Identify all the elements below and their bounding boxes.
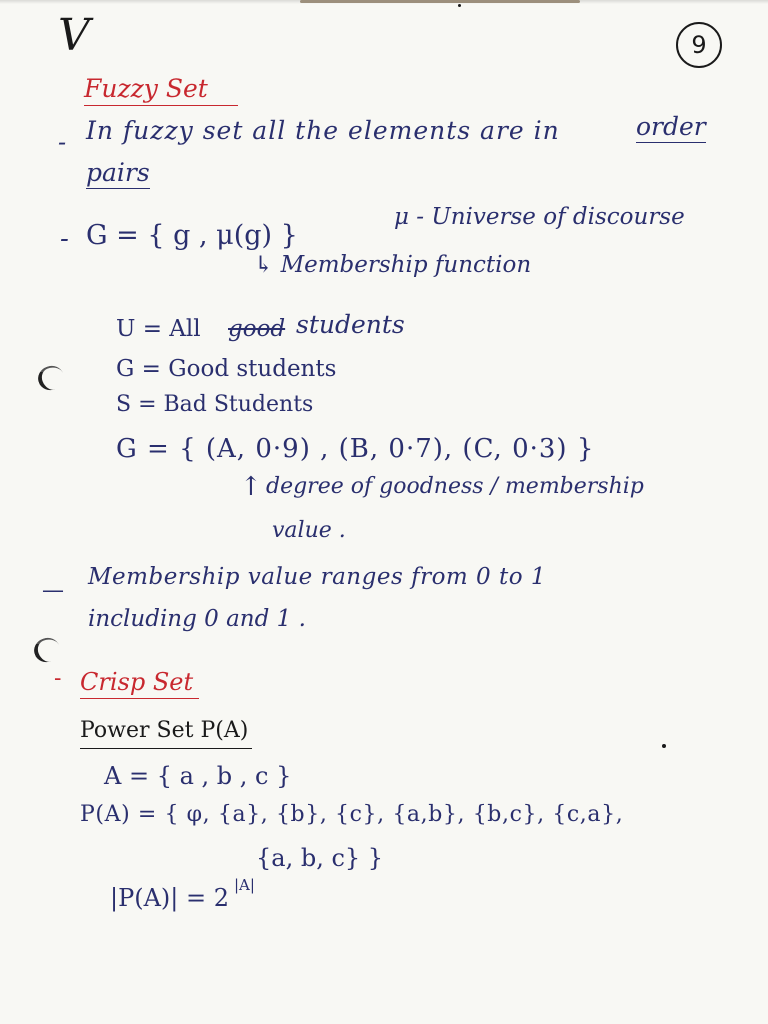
universe-all-prefix: U = All bbox=[116, 316, 201, 342]
bullet-dash: - bbox=[54, 666, 62, 691]
page-edge-mark bbox=[300, 0, 580, 3]
corner-mark: V bbox=[58, 10, 90, 61]
stray-dot bbox=[458, 4, 461, 7]
up-arrow-icon: ↑ bbox=[240, 472, 262, 502]
power-set-line1: P(A) = { φ, {a}, {b}, {c}, {a,b}, {b,c}, {c,a}, bbox=[80, 802, 624, 827]
membership-range-line1: Membership value ranges from 0 to 1 bbox=[88, 564, 547, 590]
bullet-dash: - bbox=[58, 128, 67, 156]
power-set-line2: {a, b, c} } bbox=[256, 844, 384, 872]
universe-students: students bbox=[296, 310, 405, 339]
good-students-set: G = Good students bbox=[116, 356, 337, 382]
binder-hole-icon bbox=[35, 362, 68, 393]
bullet-dash: - bbox=[60, 224, 69, 254]
fuzzy-set-formula: G = { g , μ(g) } bbox=[86, 220, 298, 251]
set-a-definition: A = { a , b , c } bbox=[104, 762, 292, 790]
binder-hole-icon bbox=[31, 634, 64, 665]
underlined-word-order: order bbox=[636, 112, 706, 141]
stray-dot bbox=[662, 744, 666, 748]
membership-function-note: ↳ Membership function bbox=[254, 252, 532, 278]
fuzzy-definition-line2: pairs bbox=[86, 158, 150, 187]
struck-word-good: good bbox=[228, 316, 286, 342]
bad-students-set: S = Bad Students bbox=[116, 392, 314, 417]
power-set-cardinality: |P(A)| = 2 bbox=[110, 884, 230, 912]
crisp-set-heading: Crisp Set bbox=[80, 670, 199, 699]
power-set-heading: Power Set P(A) bbox=[80, 720, 252, 749]
fuzzy-set-example: G = { (A, 0·9) , (B, 0·7), (C, 0·3) } bbox=[116, 434, 595, 464]
fuzzy-definition-line1: In fuzzy set all the elements are in bbox=[86, 116, 560, 145]
bullet-dash: — bbox=[42, 578, 64, 603]
fuzzy-set-heading: Fuzzy Set bbox=[84, 76, 238, 106]
value-note: value . bbox=[272, 518, 346, 543]
page-number: 9 bbox=[676, 22, 722, 68]
membership-range-line2: including 0 and 1 . bbox=[88, 606, 306, 632]
degree-of-goodness-note: degree of goodness / membership bbox=[266, 474, 644, 499]
mu-universe-note: μ - Universe of discourse bbox=[394, 204, 685, 230]
cardinality-exponent: |A| bbox=[234, 876, 255, 894]
